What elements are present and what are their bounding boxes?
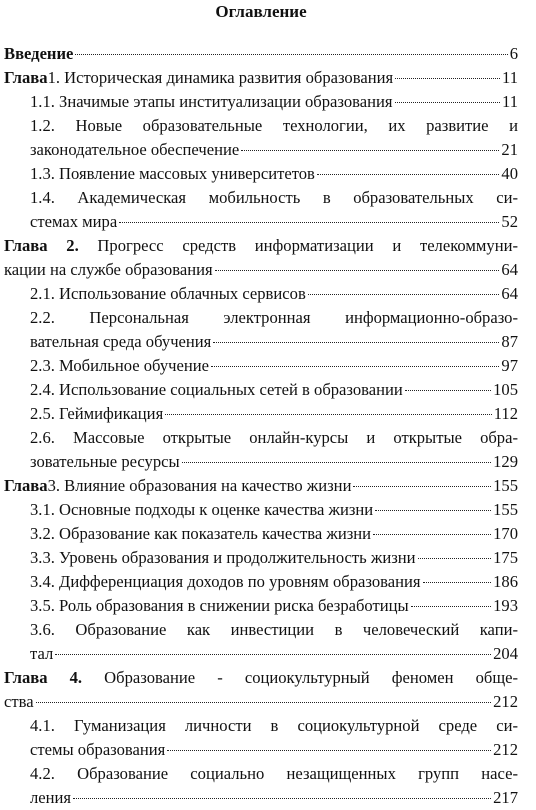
- dot-leader: [353, 486, 491, 487]
- page-number: 129: [493, 452, 518, 471]
- page-number: 204: [493, 644, 518, 663]
- dot-leader: [405, 390, 491, 391]
- toc-section-entry[interactable]: [4, 570, 518, 594]
- toc-entry-title: 2.6. Массовые открытые онлайн-курсы и открытые обра-: [30, 428, 518, 447]
- toc-entry-title: 3. Влияние образования на качество жизни: [47, 476, 352, 495]
- toc-entry-title: Прогресс средств информатизации и телекоммуни-: [78, 236, 518, 255]
- dot-leader: [75, 54, 507, 55]
- page-number: 212: [493, 740, 518, 759]
- page-number: 11: [502, 68, 518, 87]
- toc-entry-title: 2.1. Использование облачных сервисов: [30, 284, 306, 303]
- toc-entry-title: 4.2. Образование социально незащищенных групп насе-: [30, 764, 518, 783]
- toc-entry-line: [30, 378, 518, 402]
- toc-section-entry[interactable]: [4, 378, 518, 402]
- page-number: 155: [493, 500, 518, 519]
- page-number: 175: [493, 548, 518, 567]
- toc-chapter-entry[interactable]: [4, 474, 518, 498]
- toc-entry-line: [30, 354, 518, 378]
- dot-leader: [241, 150, 499, 151]
- toc-entry-title: зовательные ресурсы: [30, 452, 180, 471]
- toc-entry-title: 3.3. Уровень образования и продолжительность жизни: [30, 548, 416, 567]
- page-number: 112: [493, 404, 518, 423]
- dot-leader: [308, 294, 500, 295]
- toc-entry-line: [4, 66, 518, 90]
- toc-entry-line: [30, 546, 518, 570]
- dot-leader: [165, 414, 492, 415]
- chapter-label: Глава: [4, 68, 48, 87]
- toc-entry-line: [30, 330, 518, 354]
- dot-leader: [182, 462, 491, 463]
- toc-entry-title: 2.2. Персональная электронная информационно-образо-: [30, 308, 518, 327]
- page-number: 212: [493, 692, 518, 711]
- toc-entry-title: кации на службе образования: [4, 260, 213, 279]
- toc-chapter-entry[interactable]: [4, 42, 518, 66]
- toc-section-entry[interactable]: [4, 618, 518, 666]
- toc-section-entry[interactable]: [4, 498, 518, 522]
- toc-entry-line: [30, 186, 518, 210]
- toc-entry-title: 3.1. Основные подходы к оценке качества жизни: [30, 500, 374, 519]
- page-number: 6: [509, 44, 518, 63]
- toc-entry-title: 1.2. Новые образовательные технологии, их развитие и: [30, 116, 518, 135]
- toc-entry-line: [30, 282, 518, 306]
- toc-entry-line: [30, 402, 518, 426]
- dot-leader: [423, 582, 492, 583]
- toc-entry-line: [4, 234, 518, 258]
- toc-section-entry[interactable]: [4, 162, 518, 186]
- toc-entry-line: [4, 258, 518, 282]
- toc-entry-line: [30, 642, 518, 666]
- toc-entry-line: [30, 114, 518, 138]
- page-number: 87: [501, 332, 518, 351]
- page-number: 64: [501, 260, 518, 279]
- page-number: 11: [502, 92, 518, 111]
- toc-entry-title: 4.1. Гуманизация личности в социокультурной среде си-: [30, 716, 518, 735]
- page-number: 170: [493, 524, 518, 543]
- toc-chapter-entry[interactable]: [4, 666, 518, 714]
- dot-leader: [119, 222, 499, 223]
- toc-entry-line: [30, 210, 518, 234]
- toc-section-entry[interactable]: [4, 186, 518, 234]
- page-title: Оглавление: [215, 2, 307, 21]
- toc-entry-title: ства: [4, 692, 34, 711]
- toc-entry-title: вательная среда обучения: [30, 332, 212, 351]
- toc-entry-line: [30, 762, 518, 786]
- dot-leader: [213, 342, 499, 343]
- toc-section-entry[interactable]: [4, 762, 518, 810]
- toc-section-entry[interactable]: [4, 522, 518, 546]
- chapter-label: Глава 2.: [4, 236, 79, 255]
- toc-entry-line: [30, 162, 518, 186]
- toc-entry-title: 1.3. Появление массовых университетов: [30, 164, 315, 183]
- toc-chapter-entry[interactable]: [4, 66, 518, 90]
- toc-entry-line: [4, 690, 518, 714]
- page-number: 64: [501, 284, 518, 303]
- toc-entry-line: [30, 618, 518, 642]
- toc-entry-title: 2.5. Геймификация: [30, 404, 164, 423]
- dot-leader: [373, 534, 491, 535]
- toc-entry-title: стемах мира: [30, 212, 118, 231]
- page-number: 40: [501, 164, 518, 183]
- toc-entry-line: [30, 306, 518, 330]
- page-number: 105: [493, 380, 518, 399]
- dot-leader: [215, 270, 500, 271]
- toc-entry-title: стемы образования: [30, 740, 166, 759]
- page-number: 155: [493, 476, 518, 495]
- chapter-label: Глава: [4, 476, 48, 495]
- toc-section-entry[interactable]: [4, 306, 518, 354]
- toc-entry-title: 3.5. Роль образования в снижении риска безработицы: [30, 596, 409, 615]
- toc-section-entry[interactable]: [4, 426, 518, 474]
- toc-section-entry[interactable]: [4, 594, 518, 618]
- toc-entry-line: [30, 450, 518, 474]
- toc-section-entry[interactable]: [4, 114, 518, 162]
- dot-leader: [211, 366, 499, 367]
- page-number: 21: [501, 140, 518, 159]
- toc-entry-line: [4, 474, 518, 498]
- toc-entry-title: 1.1. Значимые этапы институализации образования: [30, 92, 393, 111]
- toc-section-entry[interactable]: [4, 714, 518, 762]
- toc-entry-title: Образование - социокультурный феномен обще-: [82, 668, 518, 687]
- dot-leader: [418, 558, 492, 559]
- toc-entry-line: [4, 666, 518, 690]
- toc-entry-line: [30, 594, 518, 618]
- dot-leader: [395, 78, 500, 79]
- dot-leader: [395, 102, 501, 103]
- chapter-label: Глава 4.: [4, 668, 83, 687]
- chapter-label: Введение: [4, 44, 74, 63]
- dot-leader: [167, 750, 491, 751]
- toc-entry-title: ления: [30, 788, 72, 807]
- toc-entry-title: 1.4. Академическая мобильность в образовательных си-: [30, 188, 518, 207]
- toc-entry-line: [30, 522, 518, 546]
- toc-section-entry[interactable]: [4, 402, 518, 426]
- dot-leader: [36, 702, 492, 703]
- toc-entry-title: законодательное обеспечение: [30, 140, 240, 159]
- toc-entry-line: [30, 138, 518, 162]
- toc-entry-line: [30, 426, 518, 450]
- toc-entry-title: 3.6. Образование как инвестиции в человеческий капи-: [30, 620, 518, 639]
- toc-section-entry[interactable]: [4, 282, 518, 306]
- toc-entry-title: тал: [30, 644, 54, 663]
- toc-entry-line: [30, 570, 518, 594]
- dot-leader: [375, 510, 491, 511]
- toc-list: [4, 42, 518, 810]
- toc-entry-line: [30, 90, 518, 114]
- toc-entry-title: 2.4. Использование социальных сетей в образовании: [30, 380, 403, 399]
- dot-leader: [317, 174, 500, 175]
- page-number: 52: [501, 212, 518, 231]
- toc-entry-line: [30, 738, 518, 762]
- dot-leader: [411, 606, 491, 607]
- page-number: 217: [493, 788, 518, 807]
- toc-entry-title: 2.3. Мобильное обучение: [30, 356, 209, 375]
- toc-section-entry[interactable]: [4, 546, 518, 570]
- page-number: 97: [501, 356, 518, 375]
- toc-chapter-entry[interactable]: [4, 234, 518, 282]
- dot-leader: [73, 798, 491, 799]
- page-number: 186: [493, 572, 518, 591]
- toc-entry-line: [30, 786, 518, 810]
- toc-entry-title: 3.4. Дифференциация доходов по уровням образования: [30, 572, 421, 591]
- toc-entry-line: [30, 498, 518, 522]
- toc-entry-line: [30, 714, 518, 738]
- dot-leader: [55, 654, 491, 655]
- toc-entry-line: [4, 42, 518, 66]
- page-number: 193: [493, 596, 518, 615]
- toc-entry-title: 1. Историческая динамика развития образования: [47, 68, 394, 87]
- toc-section-entry[interactable]: [4, 90, 518, 114]
- toc-entry-title: 3.2. Образование как показатель качества жизни: [30, 524, 372, 543]
- toc-section-entry[interactable]: [4, 354, 518, 378]
